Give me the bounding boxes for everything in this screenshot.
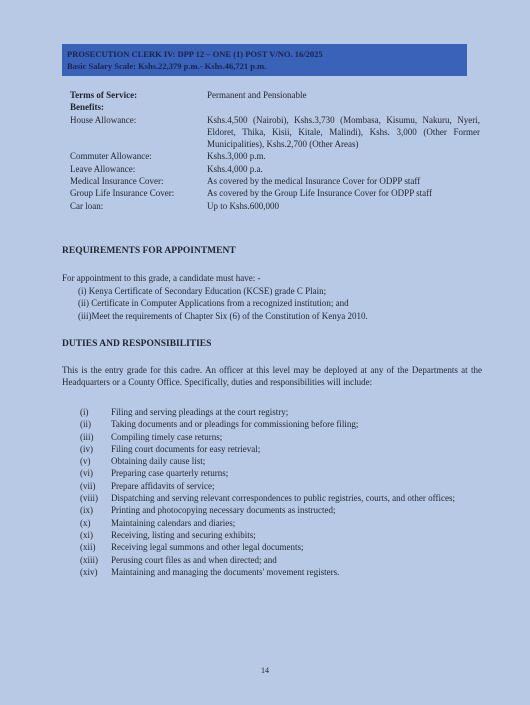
duty-item <box>80 517 482 529</box>
benefit-value: Kshs.4,500 (Nairobi), Kshs.3,730 (Mombasa, Kisumu, Nakuru, Nyeri, Eldoret, Thika, Kisii, Kitale, Malindi), Kshs. 3,000 (Other Former Municipalities), Kshs.2,700 (Other Areas) <box>207 114 480 150</box>
benefit-label: Car loan: <box>70 200 104 211</box>
duty-text: Maintaining calendars and diaries; <box>111 517 236 528</box>
benefit-value: As covered by the Group Life Insurance Cover for ODPP staff <box>207 188 432 199</box>
requirements-heading: REQUIREMENTS FOR APPOINTMENT <box>62 246 236 256</box>
terms-value: Permanent and Pensionable <box>207 90 307 100</box>
requirements-intro: For appointment to this grade, a candidate must have: - <box>62 273 261 283</box>
benefit-label: Leave Allowance: <box>70 163 136 174</box>
duty-number: (xiii) <box>80 554 98 565</box>
duty-number: (v) <box>80 456 91 467</box>
benefit-row <box>70 150 480 162</box>
duty-number: (iv) <box>80 443 93 454</box>
duty-text: Receiving legal summons and other legal documents; <box>111 542 304 553</box>
duty-text: Filing court documents for easy retrieval; <box>111 443 261 454</box>
duty-number: (x) <box>80 517 91 528</box>
duty-number: (xi) <box>80 529 93 540</box>
duty-item <box>80 418 482 430</box>
duty-text: Filing and serving pleadings at the court registry; <box>111 407 289 417</box>
requirements-list <box>78 285 478 322</box>
benefit-row <box>70 200 480 212</box>
duty-number: (ii) <box>80 419 91 430</box>
duty-number: (xiv) <box>80 566 98 577</box>
post-title: PROSECUTION CLERK IV: DPP 12 – ONE (1) POST V/NO. 16/2025 <box>67 49 323 59</box>
benefit-label: Group Life Insurance Cover: <box>70 188 175 199</box>
duty-item <box>80 431 482 443</box>
benefit-row <box>70 114 480 151</box>
duty-text: Preparing case quarterly returns; <box>111 468 229 479</box>
terms-of-service-row <box>70 89 480 101</box>
duties-list <box>80 406 482 578</box>
duty-item <box>80 529 482 541</box>
benefit-label: House Allowance: <box>70 114 137 125</box>
requirement-item: (iii)Meet the requirements of Chapter Six (6) of the Constitution of Kenya 2010. <box>78 310 368 321</box>
benefit-row <box>70 187 480 199</box>
duty-number: (iii) <box>80 431 94 442</box>
benefit-value: Kshs.4,000 p.a. <box>207 163 263 174</box>
terms-label: Terms of Service: <box>70 90 138 100</box>
duty-number: (xii) <box>80 542 96 553</box>
duty-number: (vii) <box>80 480 96 491</box>
benefit-row <box>70 163 480 175</box>
duty-text: Printing and photocopying necessary documents as instructed; <box>111 505 336 516</box>
benefit-value: As covered by the medical Insurance Cover for ODPP staff <box>207 176 421 187</box>
duty-number: (vi) <box>80 468 93 479</box>
duty-item <box>80 467 482 479</box>
duty-number: (ix) <box>80 505 93 516</box>
duties-heading: DUTIES AND RESPONSIBILITIES <box>62 339 212 349</box>
duty-item <box>80 541 482 553</box>
benefit-value: Up to Kshs.600,000 <box>207 200 280 211</box>
duty-text: Taking documents and or pleadings for commissioning before filing; <box>111 419 359 430</box>
salary-scale: Basic Salary Scale: Kshs.22,379 p.m.- Kshs.46,721 p.m. <box>67 61 267 71</box>
benefit-row <box>70 175 480 187</box>
duty-item <box>80 443 482 455</box>
duty-text: Perusing court files as and when directed; and <box>111 554 277 565</box>
terms-section <box>70 89 480 212</box>
duty-text: Maintaining and managing the documents' movement registers. <box>111 566 340 577</box>
duty-text: Compiling timely case returns; <box>111 431 223 442</box>
duty-number: (i) <box>80 407 89 417</box>
duties-intro: This is the entry grade for this cadre. An officer at this level may be deployed at any of the Departments at the Headquarters or a County Office. Specifically, duties and responsibilities will include: <box>62 365 482 388</box>
duty-text: Prepare affidavits of service; <box>111 480 215 491</box>
duty-item <box>80 480 482 492</box>
post-title-banner <box>62 44 467 76</box>
requirement-item: (ii) Certificate in Computer Applications from a recognized institution; and <box>78 298 349 309</box>
duty-number: (viii) <box>80 493 98 504</box>
benefit-value: Kshs.3,000 p.m. <box>207 151 266 162</box>
requirement-item: (i) Kenya Certificate of Secondary Education (KCSE) grade C Plain; <box>78 286 327 296</box>
benefit-label: Medical Insurance Cover: <box>70 176 164 187</box>
benefits-row <box>70 101 480 113</box>
duty-item <box>80 406 482 418</box>
duty-text: Receiving, listing and securing exhibits; <box>111 529 256 540</box>
duty-item <box>80 566 482 578</box>
duty-text: Dispatching and serving relevant correspondences to public registries, courts, and other offices; <box>111 493 455 504</box>
duty-item <box>80 554 482 566</box>
duty-item <box>80 504 482 516</box>
duty-item <box>80 455 482 467</box>
duty-text: Obtaining daily cause list; <box>111 456 206 467</box>
benefit-label: Commuter Allowance: <box>70 151 152 162</box>
page-number: 14 <box>261 666 269 675</box>
duty-item <box>80 492 482 504</box>
benefits-label: Benefits: <box>70 102 104 113</box>
